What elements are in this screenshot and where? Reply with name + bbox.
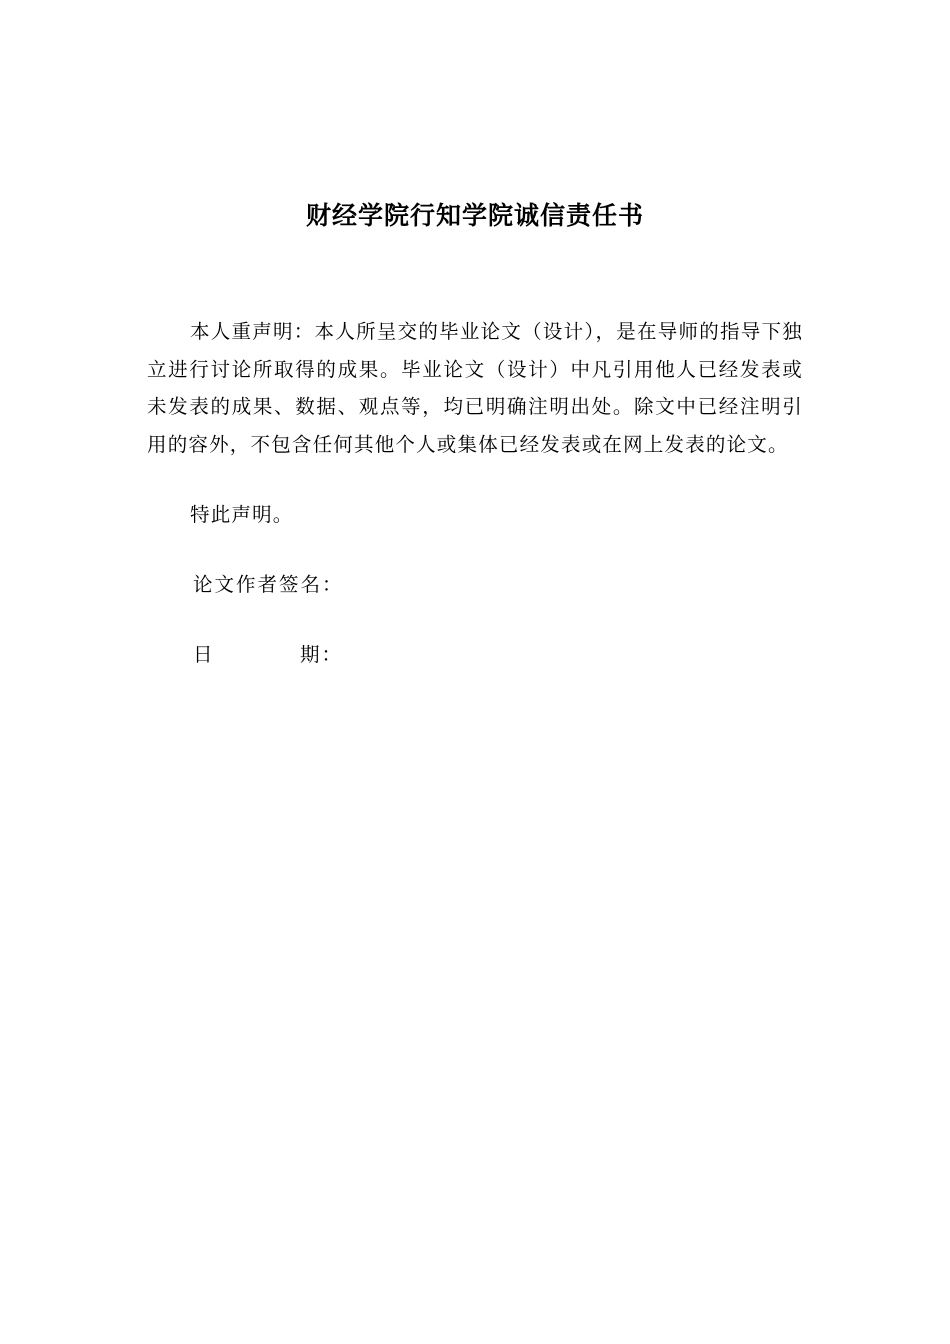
closing-statement: 特此声明。 [190, 503, 294, 526]
signature-field [193, 570, 344, 600]
declaration-paragraph: 本人重声明：本人所呈交的毕业论文（设计），是在导师的指导下独立进行讨论所取得的成果。毕业论文（设计）中凡引用他人已经发表或未发表的成果、数据、观点等，均已明确注明出处。除文中已经注明引用的容外，不包含任何其他个人或集体已经发表或在网上发表的论文。 [147, 320, 803, 456]
date-field [193, 640, 343, 670]
document-title: 财经学院行知学院诚信责任书 [305, 201, 644, 230]
date-label-right: 期： [299, 643, 343, 666]
signature-label: 论文作者签名： [193, 573, 344, 596]
date-label-left: 日 [193, 643, 215, 666]
